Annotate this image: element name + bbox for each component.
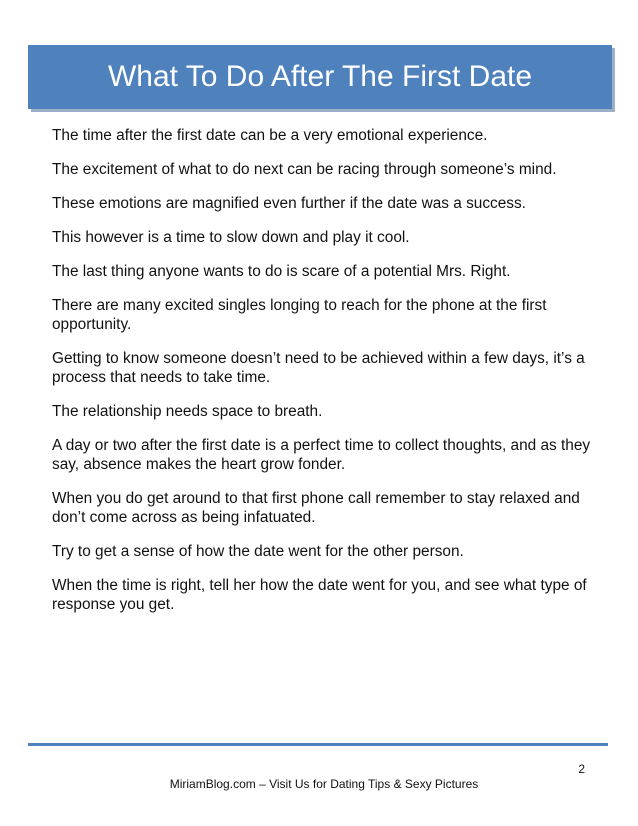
page-number: 2	[578, 762, 585, 776]
paragraph: When the time is right, tell her how the date went for you, and see what type of response you get.	[52, 577, 587, 613]
paragraph: The last thing anyone wants to do is scare of a potential Mrs. Right.	[52, 263, 511, 280]
footer-divider	[28, 743, 608, 746]
title-banner	[28, 45, 612, 109]
paragraph: The time after the first date can be a very emotional experience.	[52, 127, 488, 144]
paragraph: There are many excited singles longing to reach for the phone at the first opportunity.	[52, 297, 547, 333]
page-title: What To Do After The First Date	[107, 60, 533, 93]
paragraph: The excitement of what to do next can be racing through someone’s mind.	[52, 161, 557, 178]
paragraph: Try to get a sense of how the date went for the other person.	[52, 543, 464, 560]
paragraph: This however is a time to slow down and play it cool.	[52, 229, 410, 246]
paragraph: These emotions are magnified even further if the date was a success.	[52, 195, 526, 212]
paragraph: The relationship needs space to breath.	[52, 403, 323, 420]
body-content	[52, 126, 592, 629]
paragraph: Getting to know someone doesn’t need to be achieved within a few days, it’s a process that needs to take time.	[52, 350, 585, 386]
footer-text: MiriamBlog.com – Visit Us for Dating Tips & Sexy Pictures	[169, 777, 479, 791]
paragraph: When you do get around to that first phone call remember to stay relaxed and don’t come across as being infatuated.	[52, 490, 580, 526]
paragraph: A day or two after the first date is a perfect time to collect thoughts, and as they say, absence makes the heart grow fonder.	[52, 437, 591, 473]
